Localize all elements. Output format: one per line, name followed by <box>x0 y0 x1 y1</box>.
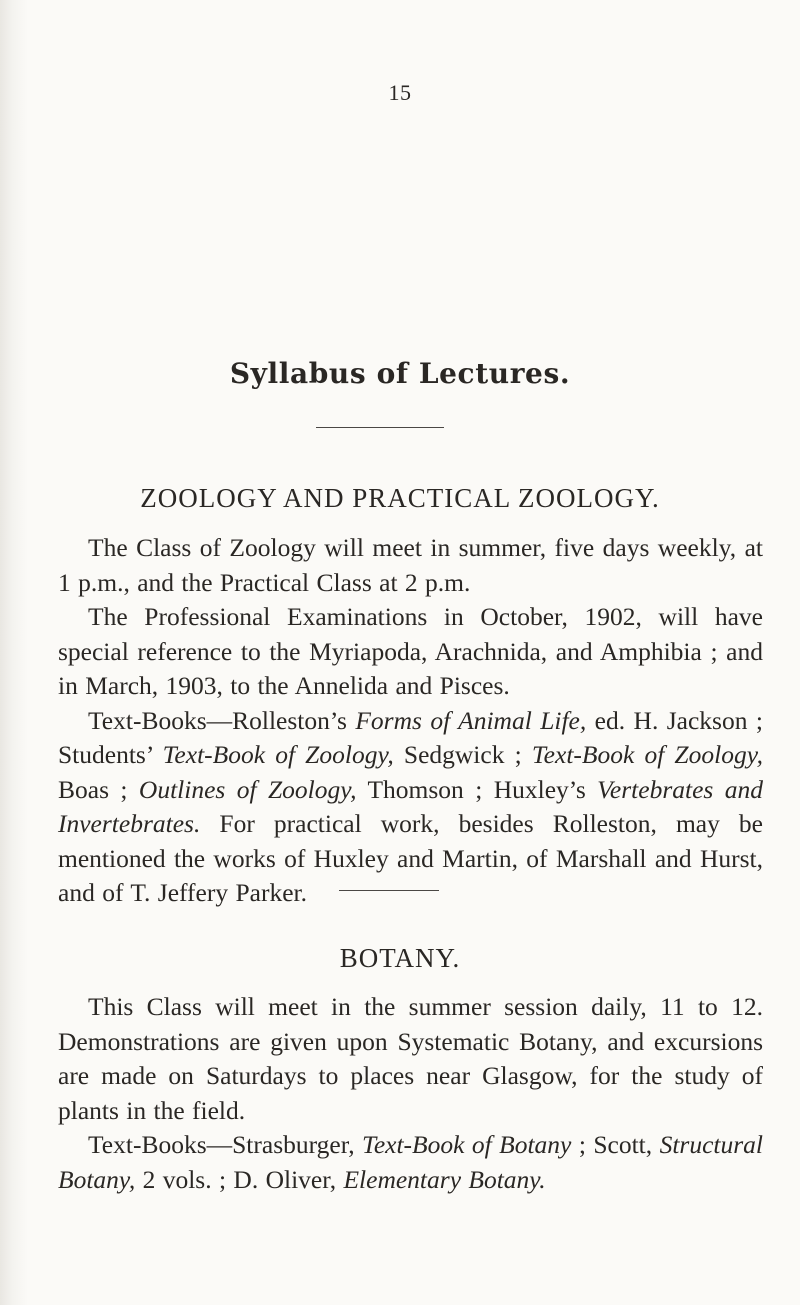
botany-book-title: Structural Botany, <box>58 1130 763 1194</box>
page-number: 15 <box>388 80 412 105</box>
zoology-book-title: Forms of Animal Life, <box>355 705 587 735</box>
botany-section <box>58 990 763 1197</box>
page-title: Syllabus of Lectures. <box>229 357 571 390</box>
zoology-heading: ZOOLOGY AND PRACTICAL ZOOLOGY. <box>140 483 660 513</box>
section-divider <box>339 890 439 891</box>
zoology-book-title: Outlines of Zoology, <box>138 774 357 804</box>
page-edge-shadow <box>0 0 28 1305</box>
zoology-textbooks-text: Sedgwick ; <box>393 740 532 769</box>
zoology-textbooks-text: Text-Books—Rolleston’s <box>88 705 356 735</box>
title-divider <box>316 427 444 428</box>
zoology-textbooks-text: Boas ; <box>58 774 139 804</box>
botany-heading: BOTANY. <box>339 943 461 973</box>
botany-class-schedule: This Class will meet in the summer session daily, 11 to 12. Demonstrations are given upon Systematic Botany, and excursions are made on Saturdays to places near Glasgow, for the study of plants in the field. <box>58 992 763 1125</box>
zoology-book-title: Text-Book of Zoology, <box>162 740 394 769</box>
botany-textbooks-text: Text-Books—Strasburger, <box>88 1130 362 1159</box>
zoology-section <box>58 531 763 911</box>
botany-textbooks-text: 2 vols. ; D. Oliver, <box>135 1164 344 1194</box>
botany-textbooks-text: ; Scott, <box>571 1130 660 1159</box>
zoology-examinations: The Professional Examinations in October, 1902, will have special reference to the Myriapoda, Arachnida, and Amphibia ; and in March, 1903, to the Annelida and Pisces. <box>58 602 763 700</box>
botany-book-title: Elementary Botany. <box>343 1164 546 1194</box>
zoology-class-schedule: The Class of Zoology will meet in summer, five days weekly, at 1 p.m., and the Practical Class at 2 p.m. <box>58 533 763 597</box>
zoology-textbooks-text: For practical work, besides Rolleston, may be mentioned the works of Huxley and Martin, of Marshall and Hurst, and of T. Jeffery Parker. <box>58 809 763 907</box>
zoology-book-title: Vertebrates and Invertebrates. <box>58 774 763 838</box>
zoology-textbooks <box>58 704 763 911</box>
botany-book-title: Text-Book of Botany <box>362 1130 572 1159</box>
zoology-textbooks-text: ed. H. Jackson ; Students’ <box>58 705 763 769</box>
zoology-textbooks-text: Thomson ; Huxley’s <box>356 774 598 804</box>
botany-textbooks <box>58 1128 763 1197</box>
zoology-book-title: Text-Book of Zoology, <box>531 740 763 769</box>
